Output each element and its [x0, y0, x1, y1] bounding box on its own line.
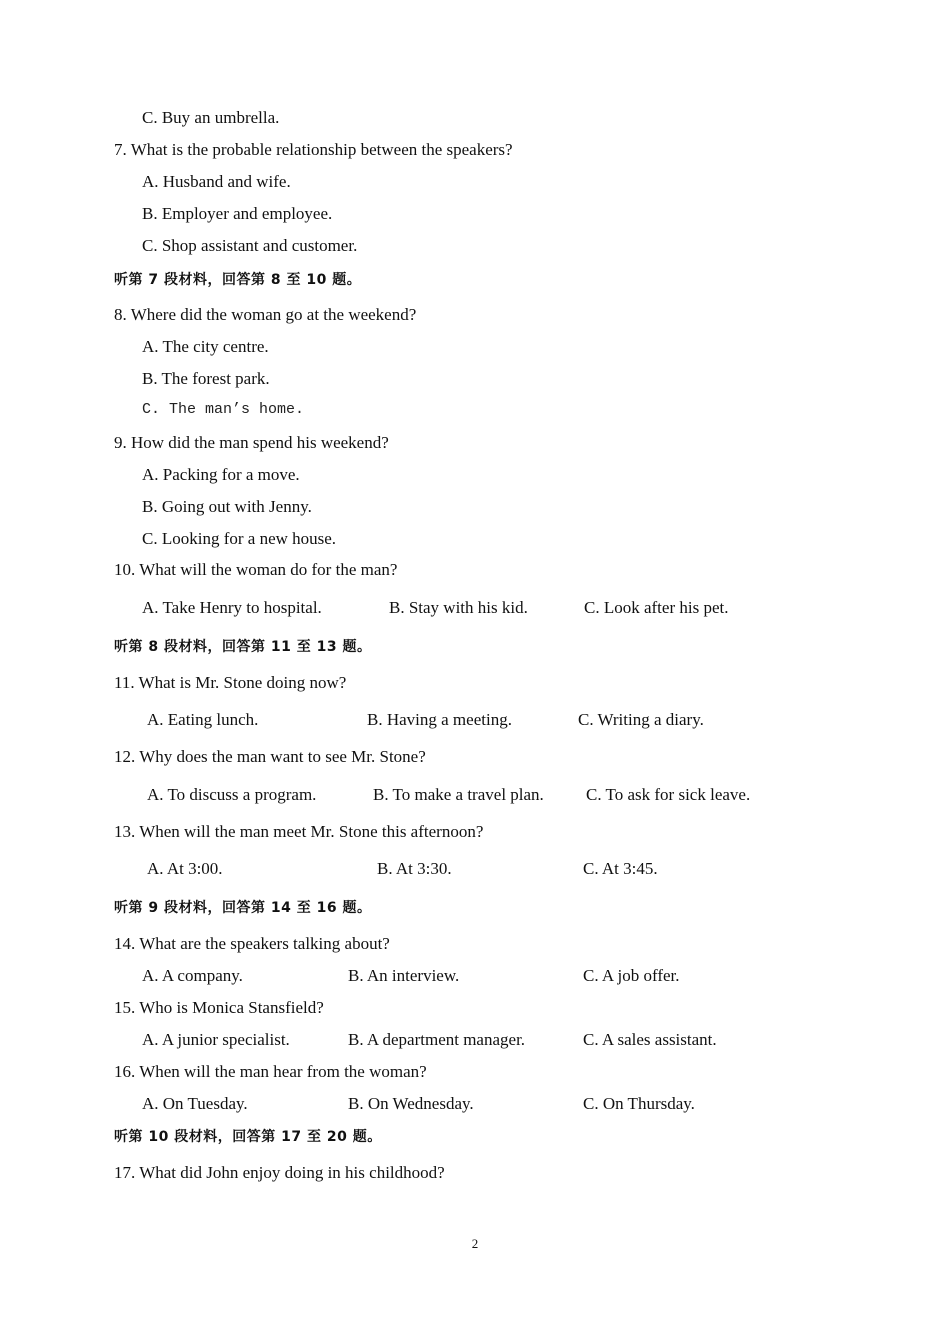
option-7b: B. Employer and employee.	[142, 204, 333, 223]
question-11: 11. What is Mr. Stone doing now?	[114, 673, 347, 692]
option-13c: C. At 3:45.	[583, 859, 658, 878]
option-11b: B. Having a meeting.	[367, 710, 512, 729]
option-11a: A. Eating lunch.	[147, 710, 259, 729]
question-10: 10. What will the woman do for the man?	[114, 560, 398, 579]
option-14c: C. A job offer.	[583, 966, 680, 985]
question-9: 9. How did the man spend his weekend?	[114, 433, 389, 452]
option-13a: A. At 3:00.	[147, 859, 223, 878]
option-16a: A. On Tuesday.	[142, 1094, 248, 1113]
option-16b: B. On Wednesday.	[348, 1094, 474, 1113]
option-12c: C. To ask for sick leave.	[586, 785, 751, 804]
option-14a: A. A company.	[142, 966, 243, 985]
option-14b: B. An interview.	[348, 966, 460, 985]
section-heading-7: 听第 7 段材料，回答第 8 至 10 题。	[114, 272, 362, 288]
question-13: 13. When will the man meet Mr. Stone this afternoon?	[114, 822, 484, 841]
option-8b: B. The forest park.	[142, 369, 270, 388]
option-11c: C. Writing a diary.	[578, 710, 704, 729]
question-17: 17. What did John enjoy doing in his childhood?	[114, 1163, 445, 1182]
option-7c: C. Shop assistant and customer.	[142, 236, 358, 255]
option-16c: C. On Thursday.	[583, 1094, 695, 1113]
option-15b: B. A department manager.	[348, 1030, 526, 1049]
page-number: 2	[471, 1236, 479, 1251]
option-9a: A. Packing for a move.	[142, 465, 300, 484]
option-9b: B. Going out with Jenny.	[142, 497, 312, 516]
option-15c: C. A sales assistant.	[583, 1030, 717, 1049]
option-8a: A. The city centre.	[142, 337, 269, 356]
option-8c: C. The man’s home.	[142, 401, 305, 418]
question-12: 12. Why does the man want to see Mr. Stone?	[114, 747, 426, 766]
option-9c: C. Looking for a new house.	[142, 529, 337, 548]
option-10c: C. Look after his pet.	[584, 598, 729, 617]
option-10b: B. Stay with his kid.	[389, 598, 528, 617]
option-13b: B. At 3:30.	[377, 859, 452, 878]
option-12b: B. To make a travel plan.	[373, 785, 544, 804]
option-12a: A. To discuss a program.	[147, 785, 317, 804]
option-15a: A. A junior specialist.	[142, 1030, 290, 1049]
option-10a: A. Take Henry to hospital.	[142, 598, 322, 617]
option-7a: A. Husband and wife.	[142, 172, 291, 191]
question-8: 8. Where did the woman go at the weekend?	[114, 305, 417, 324]
question-7: 7. What is the probable relationship between the speakers?	[114, 140, 513, 159]
section-heading-9: 听第 9 段材料，回答第 14 至 16 题。	[114, 900, 372, 916]
section-heading-10: 听第 10 段材料，回答第 17 至 20 题。	[114, 1129, 382, 1145]
question-16: 16. When will the man hear from the woman?	[114, 1062, 427, 1081]
option-6c: C. Buy an umbrella.	[142, 108, 280, 127]
question-15: 15. Who is Monica Stansfield?	[114, 998, 324, 1017]
question-14: 14. What are the speakers talking about?	[114, 934, 390, 953]
section-heading-8: 听第 8 段材料，回答第 11 至 13 题。	[114, 639, 372, 655]
